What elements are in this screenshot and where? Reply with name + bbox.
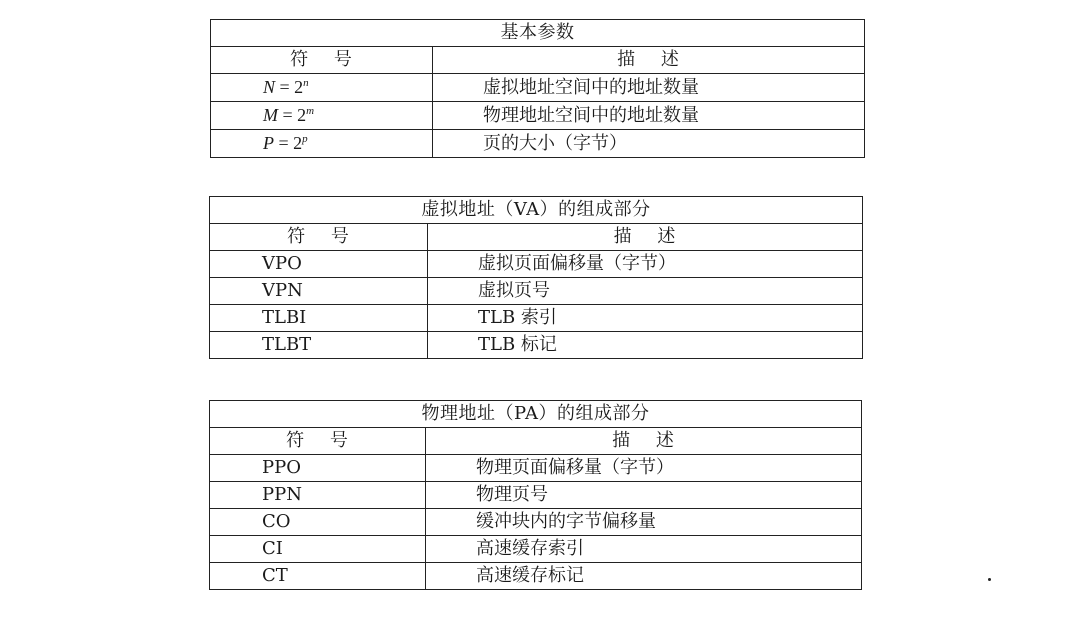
table-row [210, 278, 863, 305]
table-title-row [210, 197, 863, 224]
description-cell: 物理页号 [426, 482, 862, 509]
table-title-row [211, 20, 865, 47]
symbol-cell: CI [210, 536, 426, 563]
formula [263, 133, 308, 153]
description-column-header: 描 述 [428, 224, 863, 251]
formula-eq: = 2 [274, 133, 303, 153]
description-cell: TLB 索引 [428, 305, 863, 332]
table-row [210, 455, 862, 482]
formula-exponent: n [303, 77, 309, 89]
description-cell: 虚拟页面偏移量（字节） [428, 251, 863, 278]
description-cell: 虚拟地址空间中的地址数量 [433, 74, 865, 102]
symbol-column-header: 符 号 [211, 47, 433, 74]
symbol-cell [211, 102, 433, 130]
symbol-cell: CT [210, 563, 426, 590]
symbol-cell [211, 74, 433, 102]
table-row [210, 332, 863, 359]
symbol-cell: PPO [210, 455, 426, 482]
formula-exponent: p [302, 133, 308, 145]
table-header-row [211, 47, 865, 74]
table-header-row [210, 428, 862, 455]
table-title: 物理地址（PA）的组成部分 [210, 401, 862, 428]
basic-parameters-table [210, 19, 865, 158]
symbol-cell: PPN [210, 482, 426, 509]
table-row [210, 482, 862, 509]
scan-speck [988, 578, 991, 581]
table-header-row [210, 224, 863, 251]
description-cell: 页的大小（字节） [433, 130, 865, 158]
description-cell: 缓冲块内的字节偏移量 [426, 509, 862, 536]
symbol-column-header: 符 号 [210, 224, 428, 251]
symbol-cell [211, 130, 433, 158]
description-cell: TLB 标记 [428, 332, 863, 359]
table-title-row [210, 401, 862, 428]
formula [263, 77, 309, 97]
table-title: 基本参数 [211, 20, 865, 47]
symbol-cell: VPO [210, 251, 428, 278]
table-row [210, 509, 862, 536]
table-row [211, 74, 865, 102]
description-cell: 物理页面偏移量（字节） [426, 455, 862, 482]
formula [263, 105, 314, 125]
table-row [211, 102, 865, 130]
formula-base: M [263, 105, 278, 125]
description-cell: 虚拟页号 [428, 278, 863, 305]
symbol-column-header: 符 号 [210, 428, 426, 455]
symbol-cell: VPN [210, 278, 428, 305]
table-row [211, 130, 865, 158]
symbol-cell: TLBI [210, 305, 428, 332]
table-row [210, 251, 863, 278]
symbol-cell: TLBT [210, 332, 428, 359]
formula-base: N [263, 77, 276, 97]
symbol-cell: CO [210, 509, 426, 536]
table-title: 虚拟地址（VA）的组成部分 [210, 197, 863, 224]
formula-eq: = 2 [275, 77, 304, 97]
physical-address-components-table [209, 400, 862, 590]
formula-eq: = 2 [278, 105, 307, 125]
formula-exponent: m [306, 105, 315, 117]
virtual-address-components-table [209, 196, 863, 359]
formula-base: P [263, 133, 274, 153]
description-column-header: 描 述 [426, 428, 862, 455]
description-column-header: 描 述 [433, 47, 865, 74]
description-cell: 高速缓存标记 [426, 563, 862, 590]
table-row [210, 305, 863, 332]
description-cell: 高速缓存索引 [426, 536, 862, 563]
table-row [210, 536, 862, 563]
description-cell: 物理地址空间中的地址数量 [433, 102, 865, 130]
table-row [210, 563, 862, 590]
